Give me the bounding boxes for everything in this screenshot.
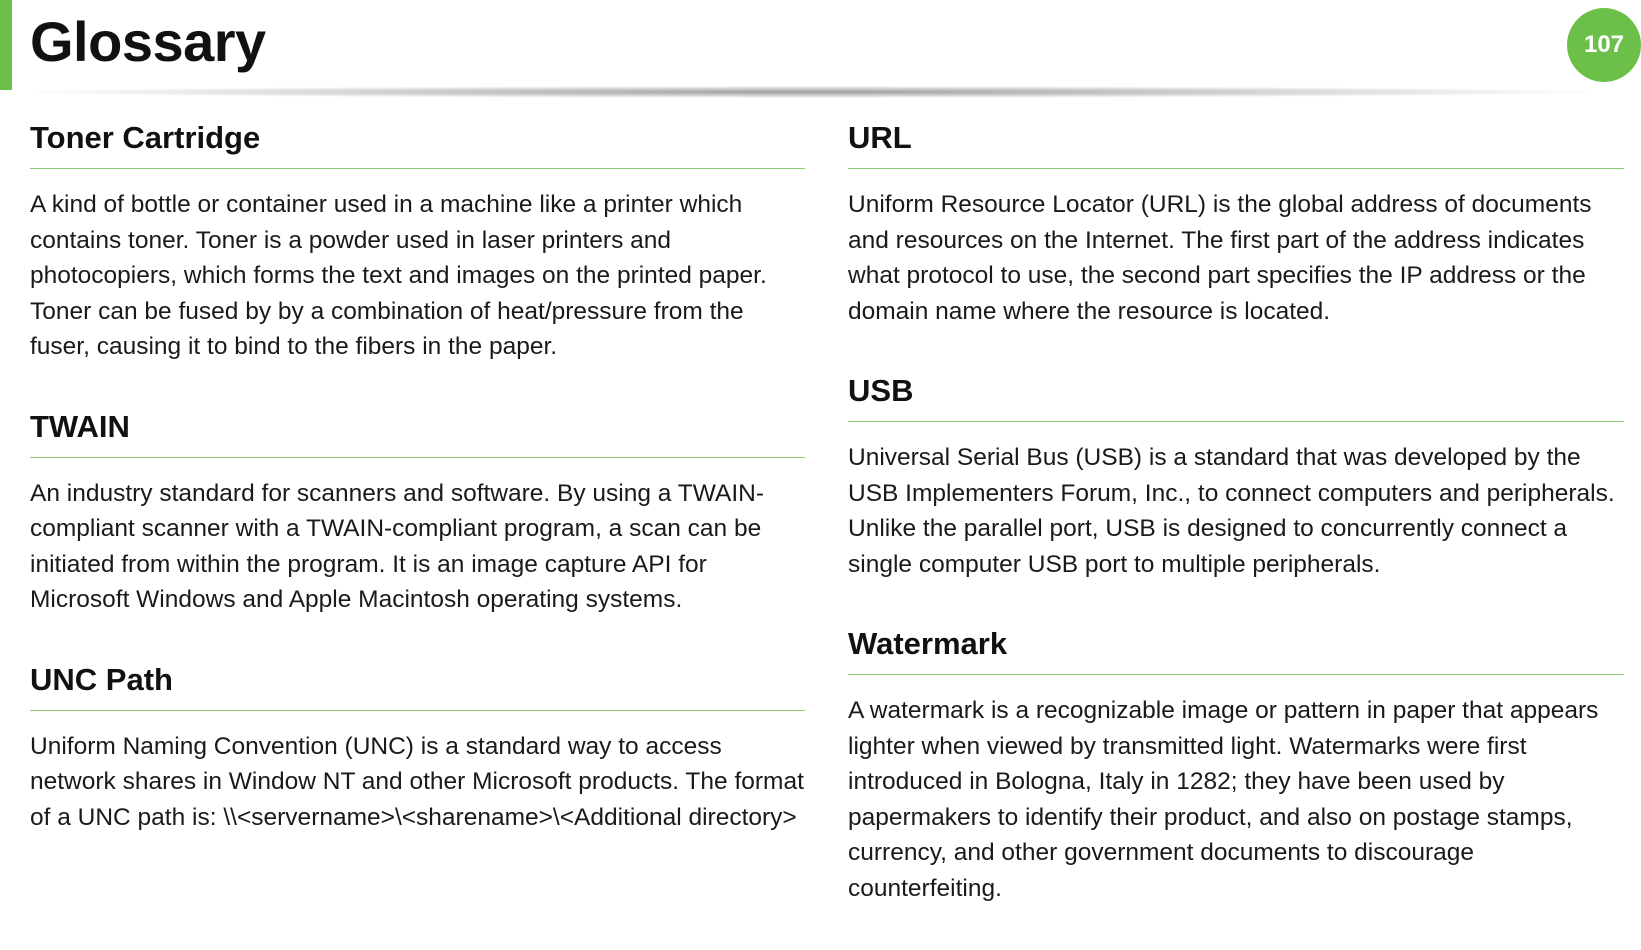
term-heading: URL bbox=[848, 120, 1624, 169]
glossary-entry-usb bbox=[848, 373, 1624, 582]
term-definition: Uniform Naming Convention (UNC) is a standard way to access network shares in Window NT and other Microsoft products. The format of a UNC path is: \\<servername>\<sharename>\<Additional directory> bbox=[30, 732, 804, 831]
term-definition: A kind of bottle or container used in a machine like a printer which contains toner. Toner is a powder used in laser printers and photocopiers, which forms the text and images on the printed paper. Toner can be fused by by a combination of heat/pressure from the fuser, causing it to bind to the fibers in the paper. bbox=[30, 191, 767, 360]
glossary-entry-watermark bbox=[848, 626, 1624, 906]
term-heading: Watermark bbox=[848, 626, 1624, 675]
term-heading: TWAIN bbox=[30, 409, 805, 458]
glossary-entry-twain bbox=[30, 409, 805, 618]
header-divider bbox=[30, 86, 1590, 98]
glossary-entry-url bbox=[848, 120, 1624, 329]
glossary-entry-toner-cartridge bbox=[30, 120, 805, 365]
page-title: Glossary bbox=[30, 10, 266, 73]
term-definition: A watermark is a recognizable image or pattern in paper that appears lighter when viewed by transmitted light. Watermarks were first introduced in Bologna, Italy in 1282; they have been used by papermakers to identify their product, and also on postage stamps, currency, and other government documents to discourage counterfeiting. bbox=[848, 697, 1599, 902]
term-heading: USB bbox=[848, 373, 1624, 422]
term-definition: Universal Serial Bus (USB) is a standard that was developed by the USB Implementers Forum, Inc., to connect computers and peripherals. Unlike the parallel port, USB is designed to concurrently connect a single computer USB port to multiple peripherals. bbox=[848, 444, 1615, 578]
glossary-column-left bbox=[30, 120, 805, 879]
term-heading: UNC Path bbox=[30, 662, 805, 711]
term-definition: An industry standard for scanners and software. By using a TWAIN-compliant scanner with a TWAIN-compliant program, a scan can be initiated from within the program. It is an image capture API for Microsoft Windows and Apple Macintosh operating systems. bbox=[30, 479, 764, 613]
term-definition: Uniform Resource Locator (URL) is the global address of documents and resources on the Internet. The first part of the address indicates what protocol to use, the second part specifies the IP address or the domain name where the resource is located. bbox=[848, 191, 1592, 325]
glossary-column-right bbox=[848, 120, 1624, 950]
page-number-badge: 107 bbox=[1567, 8, 1641, 82]
glossary-entry-unc-path bbox=[30, 662, 805, 836]
term-heading: Toner Cartridge bbox=[30, 120, 805, 169]
header-accent-bar bbox=[0, 0, 12, 90]
